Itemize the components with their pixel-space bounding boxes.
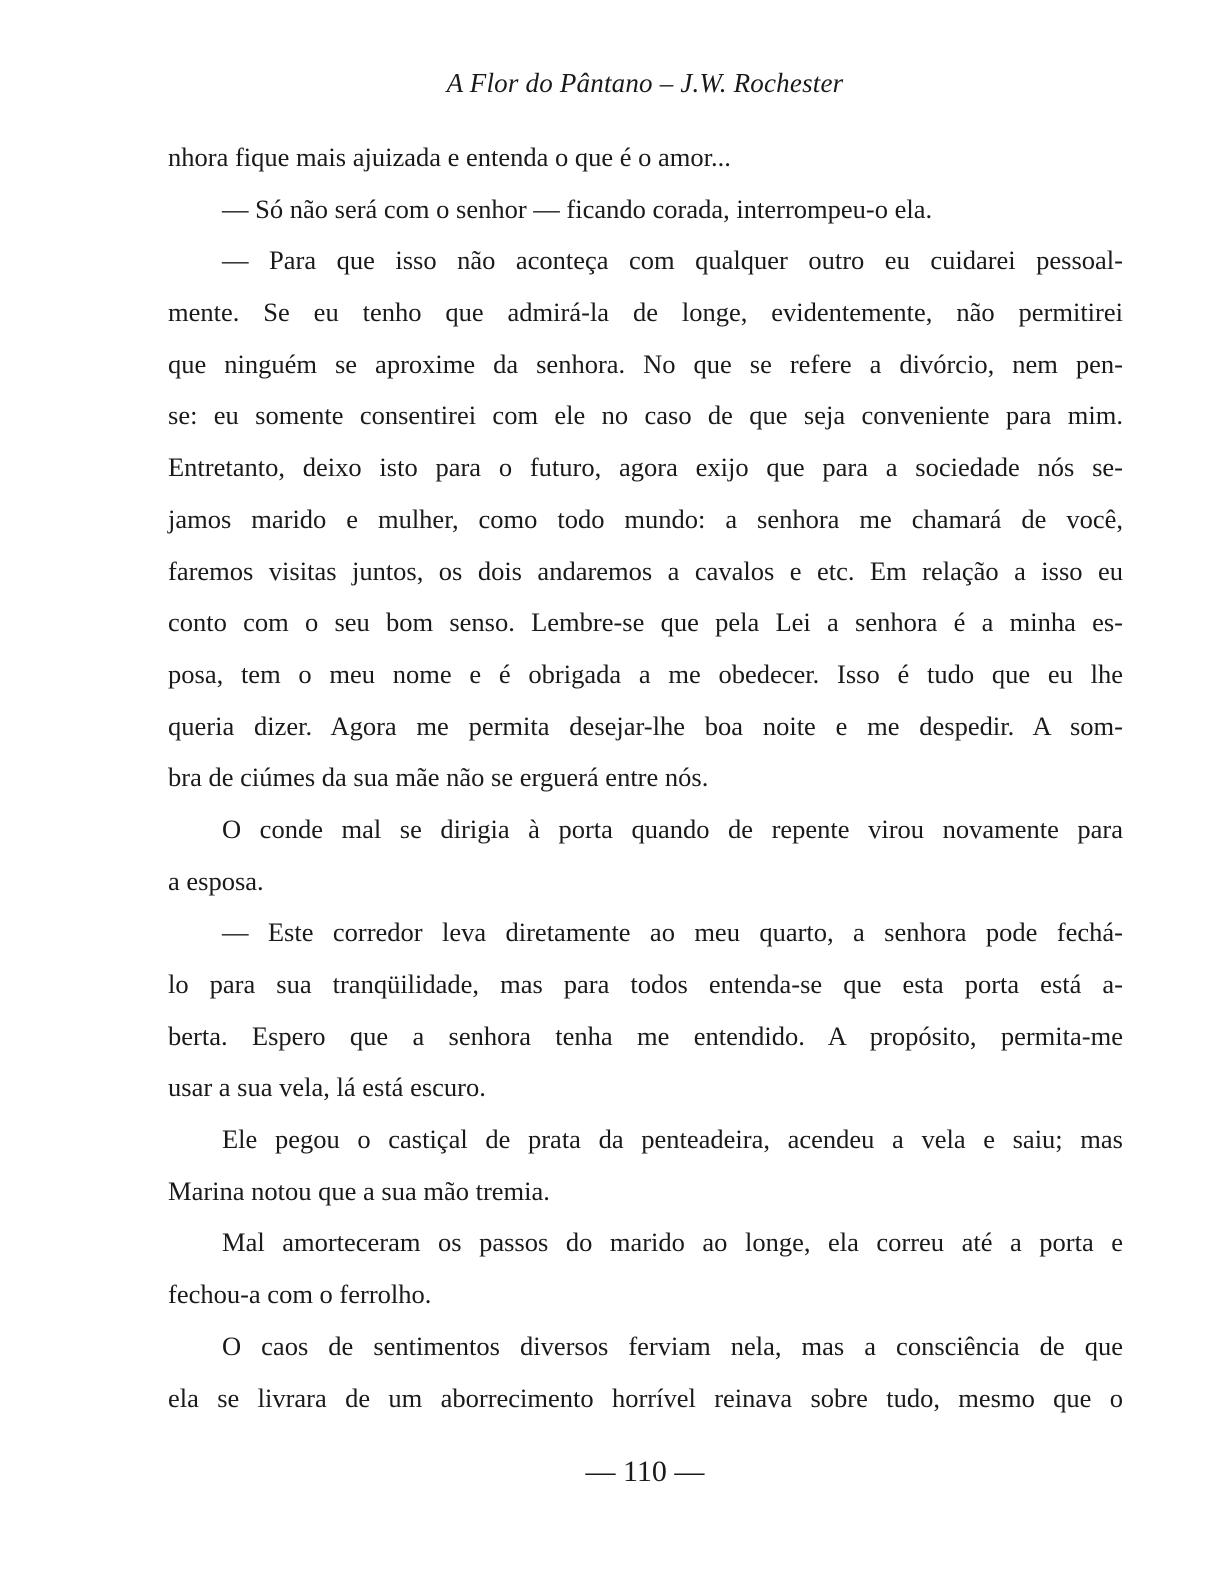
- text-line: — Só não será com o senhor — ficando corada, interrompeu-o ela.: [222, 193, 933, 224]
- paragraph: [168, 907, 1123, 1114]
- text-line: Mal amorteceram os passos do marido ao longe, ela correu até a porta e: [222, 1227, 1123, 1258]
- paragraph: [168, 184, 1123, 236]
- text-line: se: eu somente consentirei com ele no caso de que seja conveniente para mim.: [168, 400, 1123, 431]
- text-line: queria dizer. Agora me permita desejar-lhe boa noite e me despedir. A som-: [168, 710, 1123, 741]
- text-line: O conde mal se dirigia à porta quando de repente virou novamente para: [222, 813, 1123, 844]
- running-header: A Flor do Pântano – J.W. Rochester: [446, 68, 844, 98]
- text-line: jamos marido e mulher, como todo mundo: a senhora me chamará de você,: [168, 503, 1123, 534]
- text-line: posa, tem o meu nome e é obrigada a me obedecer. Isso é tudo que eu lhe: [168, 658, 1123, 689]
- text-line: a esposa.: [168, 865, 264, 896]
- page-body: [168, 132, 1123, 1424]
- text-line: Marina notou que a sua mão tremia.: [168, 1175, 550, 1206]
- text-line: que ninguém se aproxime da senhora. No que se refere a divórcio, nem pen-: [168, 348, 1123, 379]
- paragraph: [168, 1114, 1123, 1217]
- text-line: mente. Se eu tenho que admirá-la de longe, evidentemente, não permitirei: [168, 297, 1123, 328]
- paragraph: [168, 235, 1123, 804]
- text-line: Entretanto, deixo isto para o futuro, agora exijo que para a sociedade nós se-: [168, 452, 1123, 483]
- paragraph: [168, 132, 1123, 184]
- paragraph: [168, 1321, 1123, 1424]
- text-line: bra de ciúmes da sua mãe não se erguerá entre nós.: [168, 762, 709, 793]
- page-number: — 110 —: [585, 1455, 705, 1488]
- text-line: conto com o seu bom senso. Lembre-se que pela Lei a senhora é a minha es-: [168, 607, 1123, 638]
- paragraph: [168, 804, 1123, 907]
- text-line: fechou-a com o ferrolho.: [168, 1279, 432, 1310]
- text-line: — Para que isso não aconteça com qualquer outro eu cuidarei pessoal-: [222, 245, 1123, 276]
- paragraph: [168, 1217, 1123, 1320]
- text-line: faremos visitas juntos, os dois andaremos a cavalos e etc. Em relação a isso eu: [168, 555, 1123, 586]
- text-line: O caos de sentimentos diversos ferviam nela, mas a consciência de que: [222, 1330, 1123, 1361]
- text-line: usar a sua vela, lá está escuro.: [168, 1072, 486, 1103]
- text-line: Ele pegou o castiçal de prata da penteadeira, acendeu a vela e saiu; mas: [222, 1124, 1123, 1155]
- text-line: lo para sua tranqüilidade, mas para todos entenda-se que esta porta está a-: [168, 969, 1123, 999]
- text-line: — Este corredor leva diretamente ao meu quarto, a senhora pode fechá-: [222, 917, 1123, 948]
- text-line: ela se livrara de um aborrecimento horrível reinava sobre tudo, mesmo que o: [168, 1382, 1123, 1413]
- text-line: berta. Espero que a senhora tenha me entendido. A propósito, permita-me: [168, 1020, 1123, 1051]
- text-line: nhora fique mais ajuizada e entenda o que é o amor...: [168, 142, 731, 172]
